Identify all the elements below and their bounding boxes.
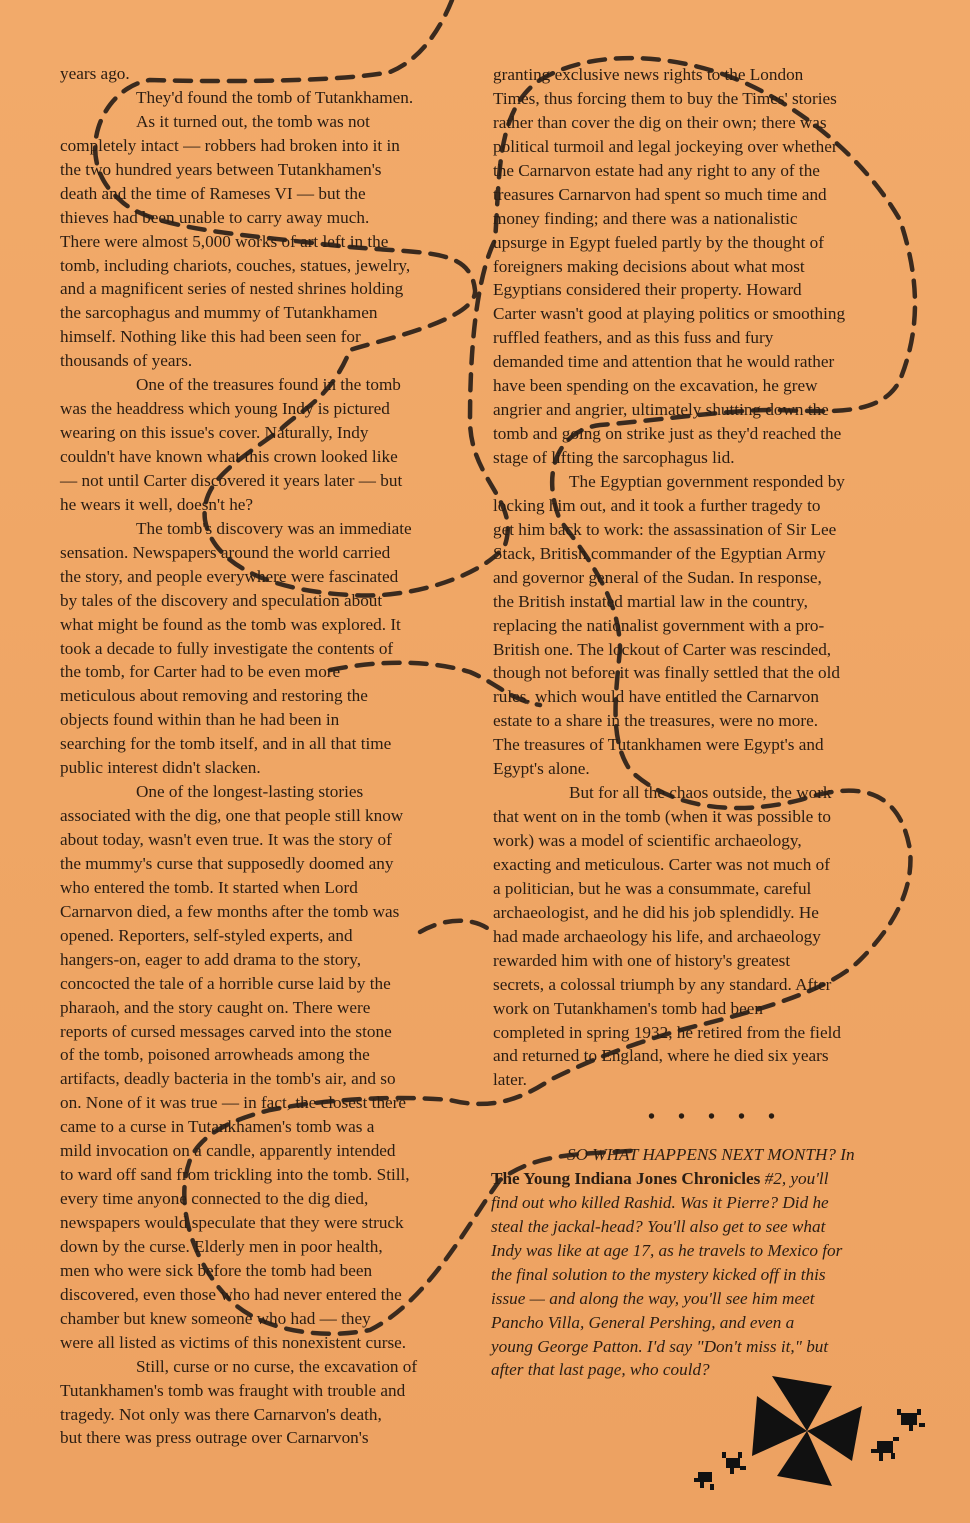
text-line: and returned to England, where he died six years	[493, 1046, 829, 1066]
text-line: The Egyptian government responded by	[569, 471, 845, 491]
text-line: the mummy's curse that supposedly doomed any	[60, 853, 394, 873]
text-line: but there was press outrage over Carnarvon's	[60, 1428, 369, 1448]
text-line: ruffled feathers, and as this fuss and fury	[493, 328, 774, 348]
text-line: had made archaeology his life, and archaeology	[493, 926, 821, 946]
text-line: came to a curse in Tutankhamen's tomb was a	[60, 1117, 375, 1137]
text-line: wearing on this issue's cover. Naturally, Indy	[60, 423, 369, 443]
text-line: public interest didn't slacken.	[60, 758, 261, 778]
text-line: locking him out, and it took a further tragedy to	[493, 495, 821, 515]
text-line: Times, thus forcing them to buy the Times' stories	[493, 88, 837, 108]
text-line: Stack, British commander of the Egyptian Army	[493, 543, 826, 563]
text-line: Egypt's alone.	[493, 759, 590, 779]
text-line: death and the time of Rameses VI — but the	[60, 183, 366, 203]
teaser-body	[491, 1191, 855, 1383]
article-right-column	[493, 63, 908, 1092]
text-line: hangers-on, eager to add drama to the story,	[60, 949, 361, 969]
text-line: on. None of it was true — in fact, the closest there	[60, 1093, 407, 1113]
text-line: down by the curse. Elderly men in poor health,	[60, 1236, 383, 1256]
text-line: searching for the tomb itself, and in all that time	[60, 734, 392, 754]
text-line: tomb, including chariots, couches, statues, jewelry,	[60, 255, 411, 275]
text-line: the British instated martial law in the country,	[493, 591, 808, 611]
text-line: work) was a model of scientific archaeology,	[493, 831, 802, 850]
text-line: objects found within than he had been in	[60, 710, 340, 730]
teaser-line: after that last page, who could?	[491, 1360, 710, 1380]
text-line: what might be found as the tomb was explored. It	[60, 614, 401, 634]
teaser-line	[491, 1167, 855, 1191]
teaser-lead: SO WHAT HAPPENS NEXT MONTH? In	[567, 1145, 855, 1164]
teaser-line	[491, 1143, 855, 1167]
text-line: mild invocation on a candle, apparently intended	[60, 1141, 396, 1161]
text-line: meticulous about removing and restoring the	[60, 686, 368, 706]
text-line: concocted the tale of a horrible curse laid by the	[60, 973, 391, 993]
text-line: and governor general of the Sudan. In response,	[493, 567, 822, 587]
text-line: completely intact — robbers had broken into it in	[60, 135, 400, 155]
text-line: chamber but knew someone who had — they	[60, 1308, 371, 1328]
text-line: upsurge in Egypt fueled partly by the thought of	[493, 232, 824, 252]
text-line: was the headdress which young Indy is pictured	[60, 399, 390, 419]
text-line: Carnarvon died, a few months after the tomb was	[60, 901, 400, 921]
text-line: every time anyone connected to the dig died,	[60, 1189, 369, 1209]
text-line: angrier and angrier, ultimately shutting down the	[493, 400, 829, 420]
text-line: Carter wasn't good at playing politics or smoothing	[493, 304, 846, 324]
text-line: thieves had been unable to carry away much.	[60, 207, 370, 227]
text-line: the Carnarvon estate had any right to any of the	[493, 160, 820, 180]
text-line: The treasures of Tutankhamen were Egypt's and	[493, 735, 824, 755]
text-line: opened. Reporters, self-styled experts, and	[60, 925, 353, 945]
text-line: demanded time and attention that he would rather	[493, 352, 835, 372]
text-line: secrets, a colossal triumph by any standard. After	[493, 974, 832, 994]
text-line: replacing the nationalist government with a pro-	[493, 615, 825, 635]
text-line: were all listed as victims of this nonexistent curse.	[60, 1332, 407, 1352]
text-line: work on Tutankhamen's tomb had been	[493, 998, 763, 1018]
text-line: exacting and meticulous. Carter was not much of	[493, 854, 830, 874]
text-line: One of the treasures found in the tomb	[136, 375, 401, 395]
teaser-line: young George Patton. I'd say "Don't miss it," but	[491, 1336, 829, 1356]
text-line: newspapers would speculate that they were struck	[60, 1213, 404, 1232]
text-line: years ago.	[60, 64, 130, 83]
text-line: about today, wasn't even true. It was the story of	[60, 830, 392, 849]
text-line: artifacts, deadly bacteria in the tomb's air, and so	[60, 1069, 396, 1089]
text-line: Egyptians considered their property. Howard	[493, 280, 802, 300]
section-separator: • • • • •	[648, 1106, 785, 1128]
teaser-issue: #2, you'll	[760, 1168, 829, 1188]
text-line: thousands of years.	[60, 351, 193, 371]
text-line: men who were sick before the tomb had been	[60, 1260, 373, 1280]
text-line: the story, and people everywhere were fascinated	[60, 566, 399, 586]
text-line: have been spending on the excavation, he grew	[493, 376, 818, 396]
text-line: rather than cover the dig on their own; there was	[493, 112, 827, 132]
text-line: took a decade to fully investigate the contents of	[60, 638, 394, 658]
text-line: They'd found the tomb of Tutankhamen.	[136, 87, 414, 107]
text-line: he wears it well, doesn't he?	[60, 494, 254, 514]
text-line: — not until Carter discovered it years later — but	[60, 470, 403, 490]
text-line: Tutankhamen's tomb was fraught with trouble and	[60, 1380, 406, 1400]
teaser-line: the final solution to the mystery kicked off in this	[491, 1264, 826, 1284]
text-line: couldn't have known what this crown looked like	[60, 447, 398, 466]
text-line: The tomb's discovery was an immediate	[136, 518, 412, 538]
text-line: tragedy. Not only was there Carnarvon's death,	[60, 1404, 382, 1424]
text-line: the sarcophagus and mummy of Tutankhamen	[60, 303, 378, 323]
series-title: The Young Indiana Jones Chronicles	[491, 1168, 761, 1188]
text-line: by tales of the discovery and speculation about	[60, 590, 383, 610]
text-line: completed in spring 1932, he retired from the field	[493, 1022, 841, 1042]
text-line: the two hundred years between Tutankhamen's	[60, 159, 382, 179]
teaser-line: Pancho Villa, General Pershing, and even a	[491, 1312, 795, 1332]
text-line: political turmoil and legal jockeying over whether	[493, 136, 838, 156]
text-line: stage of lifting the sarcophagus lid.	[493, 448, 735, 467]
text-line: and a magnificent series of nested shrines holding	[60, 279, 404, 299]
text-line: though not before it was finally settled that the old	[493, 663, 841, 683]
text-line: rules, which would have entitled the Carnarvon	[493, 687, 819, 707]
text-line: sensation. Newspapers around the world carried	[60, 542, 391, 562]
text-line: rewarded him with one of history's greatest	[493, 950, 791, 970]
text-line: Still, curse or no curse, the excavation of	[136, 1356, 418, 1376]
text-line: to ward off sand from trickling into the tomb. Still,	[60, 1165, 410, 1185]
text-line: estate to a share in the treasures, were no more.	[493, 711, 818, 731]
text-line: himself. Nothing like this had been seen for	[60, 327, 361, 347]
next-month-teaser	[491, 1143, 855, 1382]
footprint-bug-icon	[690, 1448, 760, 1498]
text-line: that went on in the tomb (when it was possible to	[493, 807, 831, 827]
text-line: British one. The lockout of Carter was rescinded,	[493, 639, 832, 659]
text-line: But for all the chaos outside, the work	[569, 783, 832, 803]
text-line: the tomb, for Carter had to be even more	[60, 662, 341, 682]
text-line: As it turned out, the tomb was not	[136, 111, 370, 131]
teaser-line: issue — and along the way, you'll see him meet	[491, 1288, 815, 1308]
footprint-bug-icon	[865, 1405, 935, 1475]
teaser-line: steal the jackal-head? You'll also get to see what	[491, 1216, 826, 1236]
text-line: associated with the dig, one that people still know	[60, 806, 404, 826]
text-line: archaeologist, and he did his job splendidly. He	[493, 902, 819, 922]
text-line: get him back to work: the assassination of Sir Lee	[493, 519, 837, 539]
text-line: One of the longest-lasting stories	[136, 782, 364, 802]
text-line: discovered, even those who had never entered the	[60, 1284, 402, 1304]
text-line: reports of cursed messages carved into the stone	[60, 1021, 392, 1041]
article-left-column	[60, 62, 472, 1450]
text-line: granting exclusive news rights to the London	[493, 65, 804, 84]
text-line: who entered the tomb. It started when Lord	[60, 877, 358, 897]
text-line: money finding; and there was a nationalistic	[493, 208, 798, 228]
text-line: pharaoh, and the story caught on. There were	[60, 997, 371, 1017]
text-line: later.	[493, 1070, 527, 1090]
text-line: of the tomb, poisoned arrowheads among the	[60, 1045, 370, 1065]
text-line: foreigners making decisions about what most	[493, 256, 805, 276]
text-line: a politician, but he was a consummate, careful	[493, 878, 812, 898]
teaser-line: Indy was like at age 17, as he travels to Mexico for	[491, 1240, 843, 1260]
text-line: treasures Carnarvon had spent so much time and	[493, 184, 827, 204]
teaser-line: find out who killed Rashid. Was it Pierre? Did he	[491, 1192, 829, 1212]
pinwheel-icon	[752, 1376, 862, 1486]
text-line: There were almost 5,000 works of art left in the	[60, 231, 389, 251]
text-line: tomb and going on strike just as they'd reached the	[493, 424, 842, 444]
